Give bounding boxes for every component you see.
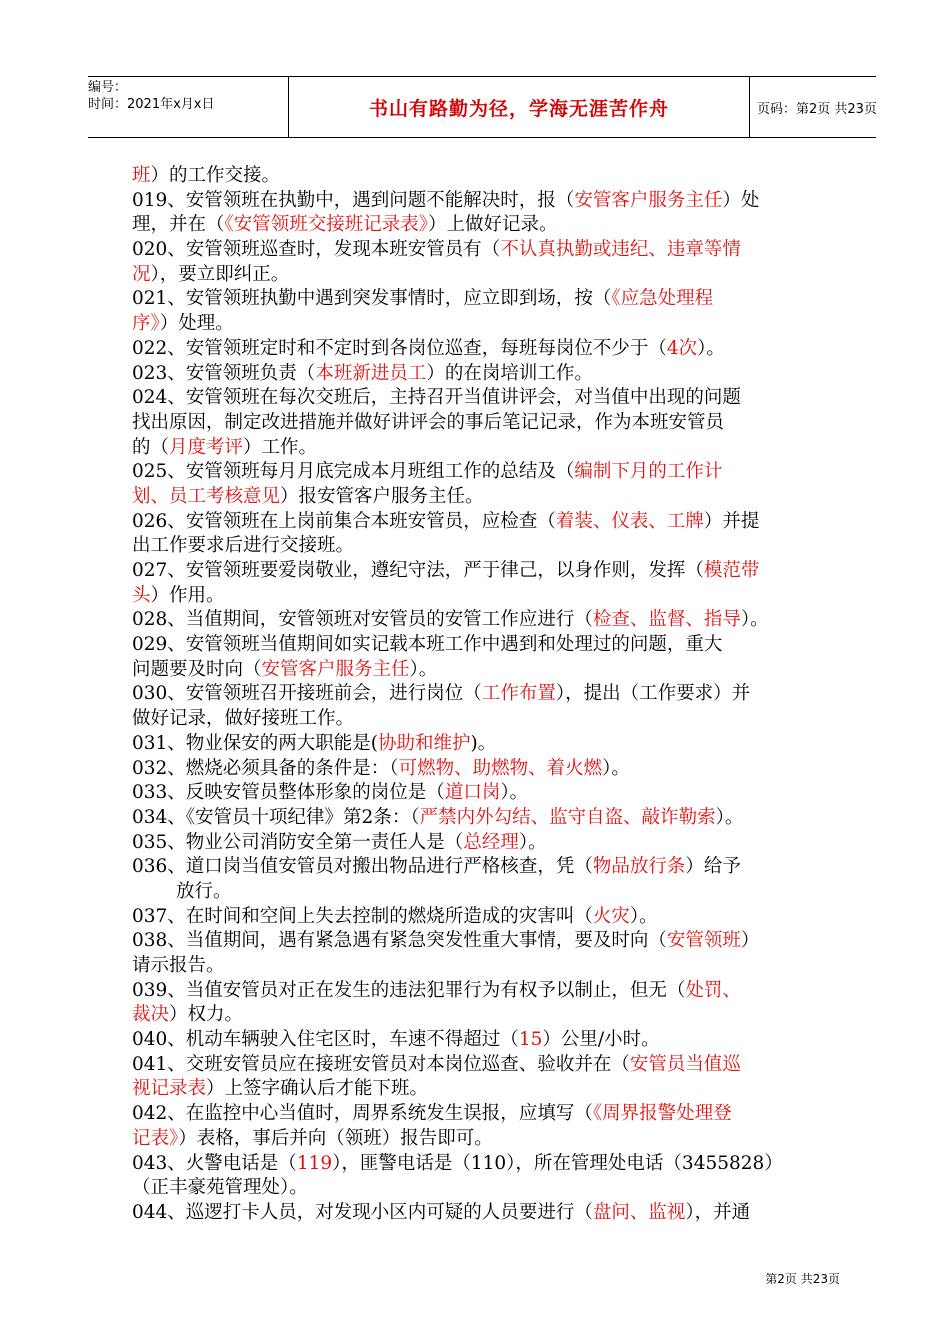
text-line: 划、员工考核意见）报安管客户服务主任。 bbox=[132, 485, 484, 507]
answer-text: 本班新进员工 bbox=[315, 362, 427, 384]
answer-text: 月度考评 bbox=[169, 436, 244, 458]
text-line: 041、交班安管员应在接班安管员对本岗位巡查、验收并在（安管员当值巡 bbox=[132, 1053, 741, 1075]
page-header bbox=[88, 76, 876, 138]
text-line: 记表》）表格，事后并向（领班）报告即可。 bbox=[132, 1127, 493, 1149]
header-meta bbox=[88, 77, 288, 139]
text-line: 020、安管领班巡查时，发现本班安管员有（不认真执勤或违纪、违章等情 bbox=[132, 239, 741, 261]
header-page-number: 页码：第2页 共23页 bbox=[757, 101, 877, 117]
text-line: 039、当值安管员对正在发生的违法犯罪行为有权予以制止，但无（处罚、 bbox=[132, 979, 741, 1001]
text-line: 033、反映安管员整体形象的岗位是（道口岗）。 bbox=[132, 782, 529, 804]
answer-text: 处罚、 bbox=[685, 979, 741, 1001]
text-line: 024、安管领班在每次交班后，主持召开当值讲评会，对当值中出现的问题 bbox=[132, 387, 741, 409]
text-line: 036、道口岗当值安管员对搬出物品进行严格核查，凭（物品放行条）给予 bbox=[132, 856, 741, 878]
answer-text: 4次 bbox=[666, 337, 698, 359]
text-line: 031、物业保安的两大职能是(协助和维护)。 bbox=[132, 732, 497, 754]
text-line: 038、当值期间，遇有紧急遇有紧急突发性重大事情，要及时向（安管领班） bbox=[132, 930, 760, 952]
text-line: 放行。 bbox=[176, 880, 232, 902]
text-line: 况），要立即纠正。 bbox=[132, 263, 290, 285]
time-label: 时间：2021年x月x日 bbox=[88, 97, 215, 112]
header-motto: 书山有路勤为径，学海无涯苦作舟 bbox=[288, 77, 750, 137]
answer-text: 总经理 bbox=[463, 831, 519, 853]
text-line: 找出原因，制定改进措施并做好讲评会的事后笔记记录，作为本班安管员 bbox=[132, 411, 725, 433]
answer-text: 况 bbox=[132, 263, 151, 285]
answer-text: 火灾 bbox=[592, 905, 630, 927]
answer-text: 编制下月的工作计 bbox=[574, 461, 723, 483]
text-line: 044、巡逻打卡人员，对发现小区内可疑的人员要进行（盘问、监视），并通 bbox=[132, 1201, 751, 1223]
text-line: 做好记录，做好接班工作。 bbox=[132, 708, 355, 730]
answer-text: 安管员当值巡 bbox=[629, 1053, 741, 1075]
text-line: 030、安管领班召开接班前会，进行岗位（工作布置），提出（工作要求）并 bbox=[132, 683, 751, 705]
answer-text: 可燃物、助燃物、着火燃 bbox=[398, 757, 603, 779]
text-line: （正丰豪苑管理处）。 bbox=[132, 1177, 308, 1199]
text-line: 034、《安管员十项纪律》第2条：（严禁内外勾结、监守自盗、敲诈勒索）。 bbox=[132, 806, 744, 828]
answer-text: 裁决 bbox=[132, 1004, 170, 1026]
text-line: 021、安管领班执勤中遇到突发事情时，应立即到场，按（《应急处理程 bbox=[132, 288, 714, 310]
text-line: 022、安管领班定时和不定时到各岗位巡查，每班每岗位不少于（4次）。 bbox=[132, 337, 725, 359]
answer-text: 头 bbox=[132, 584, 151, 606]
text-line: 026、安管领班在上岗前集合本班安管员，应检查（着装、仪表、工牌）并提 bbox=[132, 510, 760, 532]
page-footer: 第2页 共23页 bbox=[765, 1272, 840, 1286]
text-line: 042、在监控中心当值时，周界系统发生误报，应填写（《周界报警处理登 bbox=[132, 1103, 732, 1125]
answer-text: 视记录表 bbox=[132, 1078, 207, 1100]
text-line: 019、安管领班在执勤中，遇到问题不能解决时，报（安管客户服务主任）处 bbox=[132, 189, 760, 211]
text-line: 029、安管领班当值期间如实记载本班工作中遇到和处理过的问题，重大 bbox=[132, 634, 723, 656]
text-line: 的（月度考评）工作。 bbox=[132, 436, 318, 458]
text-line: 028、当值期间，安管领班对安管员的安管工作应进行（检查、监督、指导）。 bbox=[132, 609, 769, 631]
text-line: 出工作要求后进行交接班。 bbox=[132, 535, 355, 557]
answer-text: 协助和维护 bbox=[378, 732, 471, 754]
answer-text: 物品放行条 bbox=[592, 856, 686, 878]
answer-text: 安管客户服务主任 bbox=[261, 658, 410, 680]
answer-text: 119 bbox=[296, 1152, 333, 1174]
text-line: 序》）处理。 bbox=[132, 313, 234, 335]
answer-text: 安管领班 bbox=[666, 930, 741, 952]
text-line: 040、机动车辆驶入住宅区时，车速不得超过（15）公里/小时。 bbox=[132, 1029, 660, 1051]
answer-text: 序》 bbox=[132, 313, 160, 335]
answer-text: 工作布置 bbox=[481, 683, 556, 705]
text-line: 037、在时间和空间上失去控制的燃烧所造成的灾害叫（火灾）。 bbox=[132, 905, 658, 927]
text-line: 头）作用。 bbox=[132, 584, 225, 606]
answer-text: 《应急处理程 bbox=[611, 288, 714, 310]
answer-text: 着装、仪表、工牌 bbox=[555, 510, 704, 532]
answer-text: 盘问、监视 bbox=[592, 1201, 686, 1223]
text-line: 班）的工作交接。 bbox=[132, 165, 281, 186]
answer-text: 安管客户服务主任 bbox=[574, 189, 723, 211]
text-line: 视记录表）上签字确认后才能下班。 bbox=[132, 1078, 429, 1100]
answer-text: 检查、监督、指导 bbox=[592, 609, 741, 631]
answer-text: 道口岗 bbox=[444, 782, 501, 804]
answer-text: 记表》 bbox=[132, 1127, 179, 1149]
answer-text: 不认真执勤或违纪、违章等情 bbox=[500, 239, 741, 261]
answer-text: 划、员工考核意见 bbox=[132, 485, 281, 507]
text-line: 问题要及时向（安管客户服务主任）。 bbox=[132, 658, 438, 680]
answer-text: 模范带 bbox=[703, 560, 760, 581]
answer-text: 15 bbox=[518, 1029, 543, 1051]
text-line: 032、燃烧必须具备的条件是：（可燃物、助燃物、着火燃）。 bbox=[132, 757, 630, 779]
text-line: 035、物业公司消防安全第一责任人是（总经理）。 bbox=[132, 831, 547, 853]
text-line: 023、安管领班负责（本班新进员工）的在岗培训工作。 bbox=[132, 362, 593, 384]
document-body bbox=[132, 164, 844, 1226]
answer-text: 严禁内外勾结、监守自盗、敲诈勒索 bbox=[419, 806, 716, 828]
text-line: 025、安管领班每月月底完成本月班组工作的总结及（编制下月的工作计 bbox=[132, 461, 723, 483]
text-line: 043、火警电话是（119），匪警电话是（110），所在管理处电话（3455828） bbox=[132, 1152, 783, 1174]
text-line: 裁决）权力。 bbox=[132, 1004, 244, 1026]
text-line: 理，并在（《安管领班交接班记录表》）上做好记录。 bbox=[132, 214, 558, 236]
answer-text: 班 bbox=[132, 165, 151, 186]
number-label: 编号： bbox=[88, 80, 128, 95]
answer-text: 《周界报警处理登 bbox=[592, 1103, 732, 1125]
text-line: 请示报告。 bbox=[132, 955, 225, 976]
answer-text: 《安管领班交接班记录表》 bbox=[224, 214, 429, 236]
text-line: 027、安管领班要爱岗敬业，遵纪守法，严于律己，以身作则，发挥（模范带 bbox=[132, 560, 760, 581]
